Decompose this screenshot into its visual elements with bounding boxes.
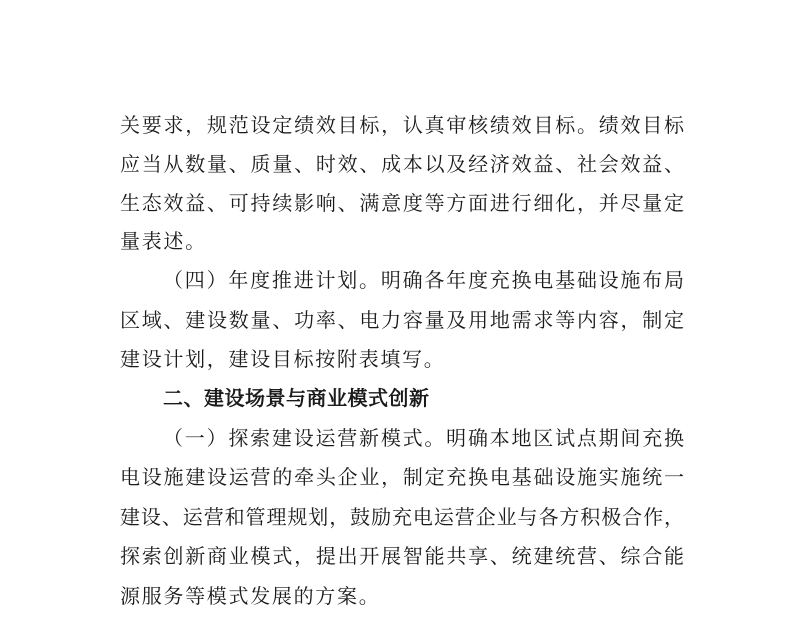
text-line: （四）年度推进计划。明确各年度充换电基础设施布局 (163, 268, 684, 292)
text-line: 源服务等模式发展的方案。 (120, 584, 381, 608)
text-line: 建设计划，建设目标按附表填写。 (120, 347, 446, 371)
text-line: 探索创新商业模式，提出开展智能共享、统建统营、综合能 (120, 544, 684, 568)
text-line: 区域、建设数量、功率、电力容量及用地需求等内容，制定 (120, 308, 684, 332)
text-line: 建设、运营和管理规划，鼓励充电运营企业与各方积极合作， (120, 505, 684, 529)
text-line: 生态效益、可持续影响、满意度等方面进行细化，并尽量定 (120, 191, 684, 215)
text-line: 关要求，规范设定绩效目标，认真审核绩效目标。绩效目标 (120, 113, 684, 137)
text-line: 量表述。 (120, 229, 207, 253)
text-line: 电设施建设运营的牵头企业，制定充换电基础设施实施统一 (120, 465, 684, 489)
text-line: 应当从数量、质量、时效、成本以及经济效益、社会效益、 (120, 152, 684, 176)
section-heading: 二、建设场景与商业模式创新 (163, 386, 430, 410)
text-line: （一）探索建设运营新模式。明确本地区试点期间充换 (163, 426, 684, 450)
